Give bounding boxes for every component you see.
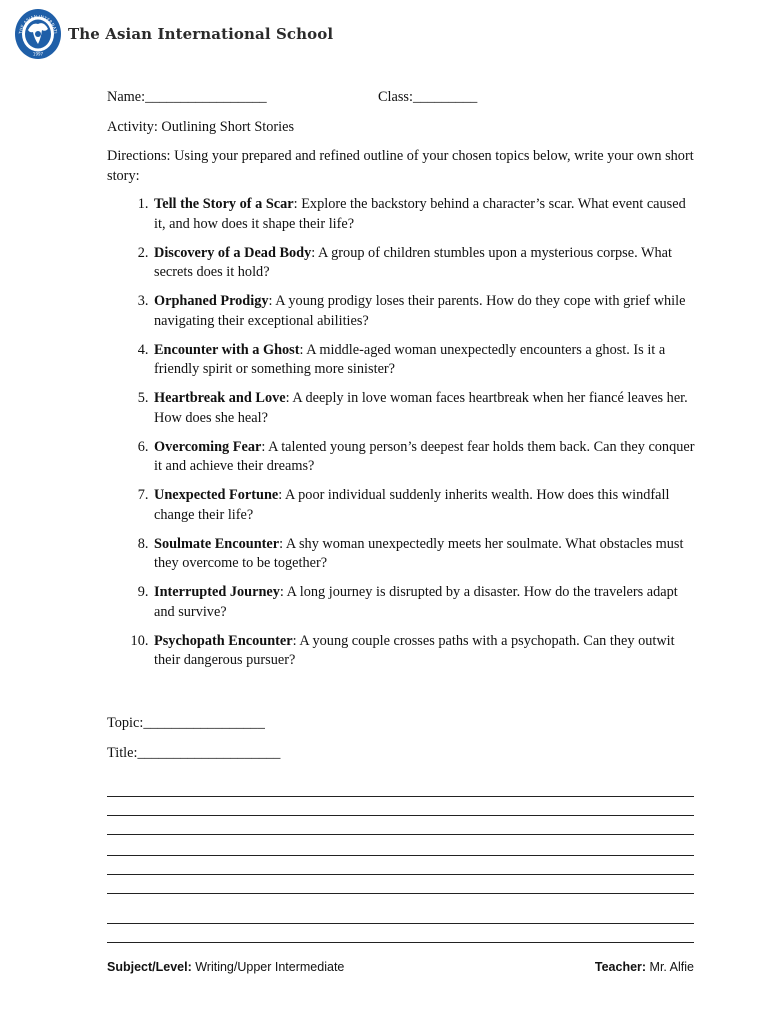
topic-item <box>152 583 697 622</box>
page-footer <box>107 960 694 974</box>
topic-title: Encounter with a Ghost <box>154 341 300 358</box>
subject-value: Writing/Upper Intermediate <box>191 960 345 974</box>
activity-title: Activity: Outlining Short Stories <box>107 118 295 135</box>
topic-title: Discovery of a Dead Body <box>154 244 312 261</box>
topic-text: : A long journey is disrupted by a disaster. How do the travelers adapt and survive? <box>154 584 678 620</box>
topic-title: Tell the Story of a Scar <box>154 196 294 212</box>
topic-title-fields <box>107 714 280 763</box>
writing-line[interactable] <box>107 796 694 797</box>
topic-item <box>152 244 697 283</box>
teacher-value: Mr. Alfie <box>646 960 694 974</box>
topic-text: : A talented young person’s deepest fear holds them back. Can they conquer it and achieve their dreams? <box>154 438 695 474</box>
topic-title: Orphaned Prodigy <box>154 293 269 309</box>
class-blank[interactable]: _________ <box>412 89 478 105</box>
school-name: The Asian International School <box>68 25 334 43</box>
subject-label: Subject/Level: <box>107 960 192 974</box>
name-class-row <box>107 88 697 108</box>
topic-item <box>152 195 697 234</box>
writing-line[interactable] <box>107 923 694 924</box>
school-logo-icon <box>14 8 62 60</box>
class-field[interactable] <box>378 88 477 108</box>
topic-title: Soulmate Encounter <box>154 535 280 552</box>
topic-text: : A deeply in love woman faces heartbreak when her fiancé leaves her. How does she heal? <box>154 390 688 426</box>
topic-item <box>152 438 697 477</box>
topic-text: : A group of children stumbles upon a mysterious corpse. What secrets does it hold? <box>154 244 672 280</box>
topic-text: : A young couple crosses paths with a psychopath. Can they outwit their dangerous pursuer? <box>154 632 675 668</box>
writing-line[interactable] <box>107 834 694 835</box>
topic-title: Heartbreak and Love <box>154 390 286 406</box>
teacher <box>595 960 694 974</box>
directions-text: Directions: Using your prepared and refined outline of your chosen topics below, write your own short story: <box>107 148 694 184</box>
topic-blank[interactable]: _________________ <box>143 715 265 731</box>
writing-line[interactable] <box>107 893 694 894</box>
teacher-label: Teacher: <box>594 960 647 974</box>
writing-line[interactable] <box>107 942 694 943</box>
writing-line[interactable] <box>107 874 694 875</box>
writing-line[interactable] <box>107 855 694 856</box>
topic-text: : A shy woman unexpectedly meets her soulmate. What obstacles must they overcome to be together? <box>154 535 684 571</box>
topic-title: Unexpected Fortune <box>154 487 279 503</box>
topics-list <box>107 195 697 671</box>
name-label: Name: <box>107 89 146 105</box>
topic-title: Psychopath Encounter <box>154 632 293 649</box>
topic-label: Topic: <box>107 715 144 731</box>
topic-item <box>152 535 697 574</box>
topic-item <box>152 341 697 380</box>
title-blank[interactable]: ____________________ <box>137 744 281 761</box>
topic-title: Interrupted Journey <box>154 584 280 600</box>
topic-text: : A middle-aged woman unexpectedly encounters a ghost. Is it a friendly spirit or something more sinister? <box>154 341 666 377</box>
logo-arc-text: THE ASIAN INTERNATI <box>17 13 59 35</box>
topic-text: : A poor individual suddenly inherits wealth. How does this windfall change their life? <box>154 487 670 523</box>
topic-text: : Explore the backstory behind a character’s scar. What event caused it, and how does it shape their life? <box>154 196 686 232</box>
topic-text: : A young prodigy loses their parents. How do they cope with grief while navigating their exceptional abilities? <box>154 293 686 329</box>
topic-item <box>152 632 697 671</box>
title-label: Title: <box>107 744 138 761</box>
topic-title: Overcoming Fear <box>154 438 262 455</box>
topic-item <box>152 389 697 428</box>
logo-year: 1997 <box>32 51 44 57</box>
topic-item <box>152 486 697 525</box>
name-blank[interactable]: _________________ <box>145 89 267 105</box>
class-label: Class: <box>378 89 413 105</box>
page-header <box>14 8 333 60</box>
title-field[interactable] <box>107 744 280 764</box>
name-field[interactable] <box>107 88 378 108</box>
writing-line[interactable] <box>107 815 694 816</box>
worksheet-content <box>107 88 697 680</box>
subject-level <box>107 960 344 974</box>
topic-item <box>152 292 697 331</box>
topic-field[interactable] <box>107 714 280 734</box>
